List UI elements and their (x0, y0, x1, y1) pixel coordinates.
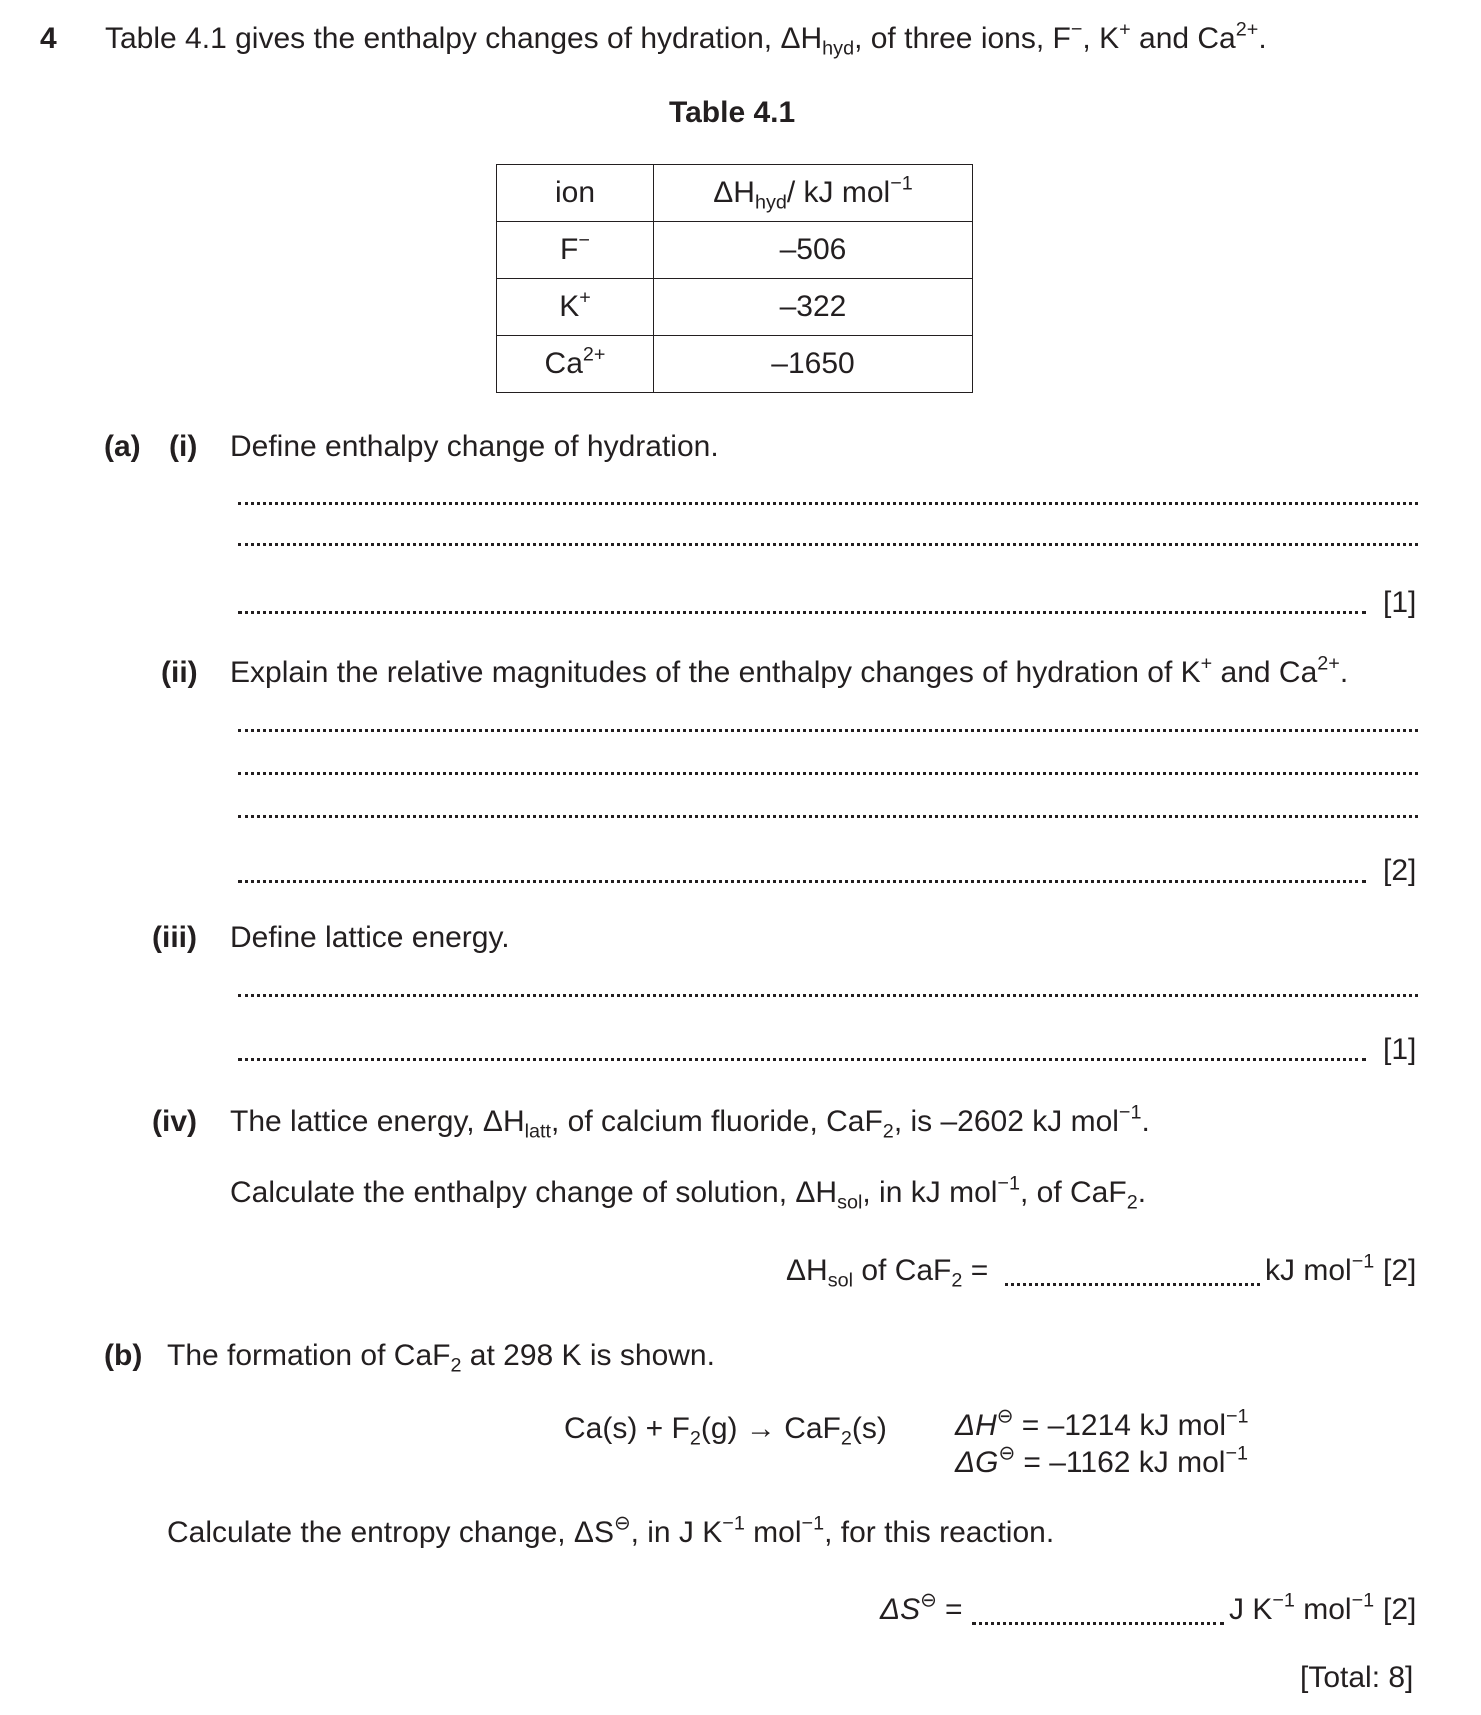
intro-text-2: , of three ions, F (854, 22, 1071, 55)
intro-text-1: Table 4.1 gives the enthalpy changes of hydration, ΔH (105, 22, 823, 55)
ion-symbol: K (559, 290, 580, 323)
ion-cell (497, 279, 654, 336)
part-a-iv-label: (iv) (152, 1105, 197, 1138)
part-a-i-label: (i) (169, 430, 198, 463)
calc-text-3: mol (744, 1516, 802, 1549)
answer-line[interactable] (238, 543, 1418, 546)
ion-symbol: Ca (544, 347, 583, 380)
intro-text-5: . (1258, 22, 1267, 55)
answer-ds-eq: = (936, 1593, 963, 1626)
answer-line[interactable] (238, 815, 1418, 818)
ion-charge: + (579, 286, 591, 309)
eq-sub-1: 2 (689, 1427, 701, 1450)
answer-ds-sup-2: −1 (1351, 1589, 1375, 1612)
iv-line2-sub-2: 2 (1126, 1191, 1138, 1214)
delta-g-sup: −1 (1225, 1442, 1249, 1465)
delta-h-sup: −1 (1226, 1405, 1249, 1428)
part-b-sub-2: 2 (450, 1354, 462, 1377)
intro-k-charge: + (1119, 18, 1131, 41)
part-a-ii-k-charge: + (1200, 652, 1213, 675)
part-a-label: (a) (104, 430, 141, 463)
marks-a-iii: [1] (1383, 1033, 1417, 1066)
part-a-ii-label: (ii) (161, 656, 198, 689)
iv-line2-sub-sol: sol (837, 1191, 863, 1214)
calc-text-2: , in J K (630, 1516, 723, 1549)
marks-a-i: [1] (1383, 586, 1417, 619)
calc-sup-2: −1 (801, 1512, 825, 1535)
iv-line1-sub-latt: latt (524, 1120, 551, 1143)
answer-line[interactable] (238, 611, 1366, 614)
answer-ds-label (880, 1589, 963, 1627)
standard-symbol-icon: ⊖ (998, 1442, 1016, 1465)
table-row (497, 336, 973, 393)
part-b-label: (b) (104, 1339, 143, 1372)
standard-symbol-icon: ⊖ (996, 1405, 1014, 1428)
marks-a-ii: [2] (1383, 854, 1417, 887)
value-cell: –322 (654, 279, 973, 336)
value-cell: –506 (654, 222, 973, 279)
answer-dh-sol-sub-2: 2 (951, 1269, 963, 1292)
answer-dh-sol-symbol: ΔH (786, 1254, 828, 1287)
standard-symbol-icon: ⊖ (920, 1589, 937, 1612)
part-a-iv-line2 (230, 1172, 1147, 1214)
answer-dh-sol-sub: sol (827, 1269, 854, 1292)
part-a-ii-text-1: Explain the relative magnitudes of the enthalpy changes of hydration of K (230, 656, 1201, 689)
iv-line1-text-3: , is –2602 kJ mol (893, 1105, 1119, 1138)
header-value-sub: hyd (754, 191, 787, 214)
iv-line1-sub-2: 2 (882, 1120, 894, 1143)
iv-line2-period: . (1137, 1176, 1147, 1209)
value-cell: –1650 (654, 336, 973, 393)
header-value (654, 165, 973, 222)
answer-ds-sup-1: −1 (1272, 1589, 1295, 1612)
answer-dh-sol-unit-sup: −1 (1351, 1250, 1375, 1273)
table-header-row (497, 165, 973, 222)
delta-g-text: = –1162 kJ mol (1015, 1446, 1226, 1479)
part-a-ii-text (230, 652, 1349, 690)
part-a-ii-text-3: . (1339, 656, 1349, 689)
part-a-iii-label: (iii) (152, 921, 197, 954)
iv-line2-text-2: , in kJ mol (862, 1176, 998, 1209)
eq-text-1: Ca(s) + F (564, 1412, 690, 1445)
delta-h-symbol: ΔH (955, 1409, 997, 1442)
answer-ds-mol: mol (1294, 1593, 1352, 1626)
delta-g-value (955, 1442, 1249, 1480)
intro-text-4: and Ca (1130, 22, 1236, 55)
part-a-iii-text: Define lattice energy. (230, 921, 510, 954)
header-value-symbol: ΔH (713, 176, 755, 209)
eq-text-2: (g) → CaF (700, 1412, 841, 1445)
iv-line2-text-3: , of CaF (1019, 1176, 1127, 1209)
part-b-text (167, 1339, 715, 1377)
answer-field-ds[interactable] (972, 1622, 1224, 1625)
total-marks: [Total: 8] (1300, 1661, 1414, 1694)
iv-line1-text-2: , of calcium fluoride, CaF (551, 1105, 883, 1138)
part-a-i-text: Define enthalpy change of hydration. (230, 430, 719, 463)
reaction-equation (564, 1412, 887, 1450)
iv-line1-sup: −1 (1118, 1101, 1142, 1124)
answer-line[interactable] (238, 502, 1418, 505)
marks-b: [2] (1383, 1593, 1417, 1626)
part-a-ii-text-2: and Ca (1212, 656, 1318, 689)
iv-line2-text-1: Calculate the enthalpy change of solution, ΔH (230, 1176, 838, 1209)
intro-ca-charge: 2+ (1235, 18, 1259, 41)
answer-line[interactable] (238, 880, 1366, 883)
part-a-ii-ca-charge: 2+ (1317, 652, 1340, 675)
ion-charge: 2+ (582, 343, 606, 366)
part-b-text-1: The formation of CaF (167, 1339, 451, 1372)
answer-dh-sol-unit (1265, 1250, 1375, 1288)
ion-cell (497, 222, 654, 279)
answer-ds-unit-text: J K (1229, 1593, 1273, 1626)
answer-dh-sol-eq: = (962, 1254, 989, 1287)
answer-ds-unit (1229, 1589, 1375, 1627)
iv-line1-text-1: The lattice energy, ΔH (230, 1105, 525, 1138)
calc-sup-1: −1 (722, 1512, 745, 1535)
delta-h-text: = –1214 kJ mol (1013, 1409, 1226, 1442)
part-a-iv-line1 (230, 1101, 1150, 1143)
intro-f-charge: − (1070, 18, 1083, 41)
answer-ds-symbol: ΔS (880, 1593, 921, 1626)
header-value-unit: / kJ mol (786, 176, 891, 209)
eq-sub-2: 2 (840, 1427, 852, 1450)
question-intro (105, 18, 1267, 60)
eq-text-3: (s) (851, 1412, 887, 1445)
answer-dh-sol-unit-text: kJ mol (1265, 1254, 1352, 1287)
ion-charge: − (578, 229, 590, 252)
table-caption: Table 4.1 (669, 96, 796, 129)
answer-dh-sol-label (786, 1254, 989, 1292)
header-value-sup: −1 (890, 172, 913, 195)
part-b-calc-text (167, 1512, 1055, 1550)
standard-symbol-icon: ⊖ (613, 1512, 631, 1535)
delta-h-value (955, 1405, 1249, 1443)
hydration-table (496, 164, 973, 393)
intro-sub-hyd: hyd (822, 37, 855, 60)
answer-line[interactable] (238, 729, 1418, 732)
table-row (497, 222, 973, 279)
iv-line2-sup: −1 (997, 1172, 1020, 1195)
answer-dh-sol-of: of CaF (853, 1254, 952, 1287)
marks-a-iv: [2] (1383, 1254, 1417, 1287)
ion-cell (497, 336, 654, 393)
table-row (497, 279, 973, 336)
answer-line[interactable] (238, 1058, 1366, 1061)
answer-line[interactable] (238, 994, 1418, 997)
part-b-text-2: at 298 K is shown. (461, 1339, 715, 1372)
delta-g-symbol: ΔG (955, 1446, 999, 1479)
calc-text-4: , for this reaction. (824, 1516, 1055, 1549)
answer-line[interactable] (238, 772, 1418, 775)
calc-text-1: Calculate the entropy change, ΔS (167, 1516, 614, 1549)
iv-line1-period: . (1141, 1105, 1150, 1138)
header-ion: ion (497, 165, 654, 222)
ion-symbol: F (560, 233, 579, 266)
question-number: 4 (40, 22, 57, 55)
intro-text-3: , K (1082, 22, 1120, 55)
answer-field-dh-sol[interactable] (1005, 1283, 1260, 1286)
